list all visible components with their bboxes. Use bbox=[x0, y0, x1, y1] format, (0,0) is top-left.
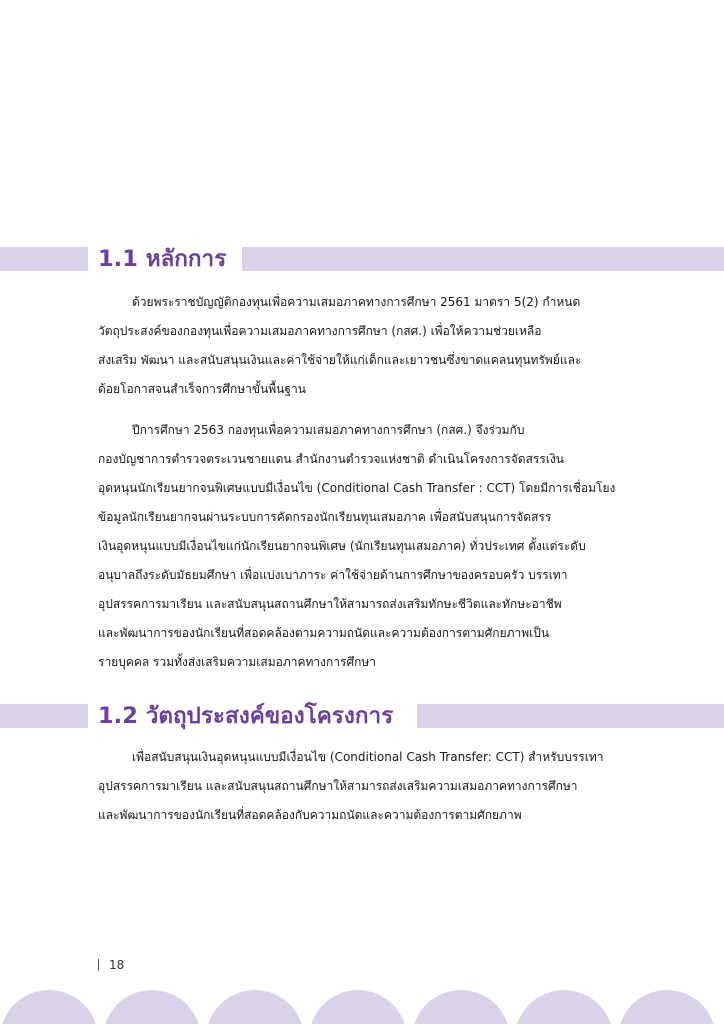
section-1-paragraph-2 bbox=[98, 416, 630, 677]
decorative-circle-row bbox=[0, 990, 724, 1024]
decorative-circle bbox=[618, 990, 716, 1024]
paragraph-line: อุปสรรคการมาเรียน และสนับสนุนสถานศึกษาให้สามารถส่งเสริมความเสมอภาคทางการศึกษา bbox=[98, 779, 578, 793]
paragraph-line: ด้อยโอกาสจนสำเร็จการศึกษาขั้นพื้นฐาน bbox=[98, 382, 306, 396]
paragraph-line: ด้วยพระราชบัญญัติกองทุนเพื่อความเสมอภาคทางการศึกษา 2561 มาตรา 5(2) กำหนด bbox=[132, 295, 581, 309]
paragraph-line: อุดหนุนนักเรียนยากจนพิเศษแบบมีเงื่อนไข (Conditional Cash Transfer : CCT) โดยมีการเชื่อมโยง bbox=[98, 481, 616, 495]
section-2-heading: 1.2 วัตถุประสงค์ของโครงการ bbox=[98, 703, 394, 729]
decorative-circle bbox=[0, 990, 98, 1024]
paragraph-line: วัตถุประสงค์ของกองทุนเพื่อความเสมอภาคทางการศึกษา (กสศ.) เพื่อให้ความช่วยเหลือ bbox=[98, 324, 542, 338]
paragraph-line: รายบุคคล รวมทั้งส่งเสริมความเสมอภาคทางการศึกษา bbox=[98, 655, 377, 669]
decorative-circle bbox=[515, 990, 613, 1024]
paragraph-line: อุปสรรคการมาเรียน และสนับสนุนสถานศึกษาให้สามารถส่งเสริมทักษะชีวิตและทักษะอาชีพ bbox=[98, 597, 562, 611]
paragraph-line: ส่งเสริม พัฒนา และสนับสนุนเงินและค่าใช้จ่ายให้แก่เด็กและเยาวชนซึ่งขาดแคลนทุนทรัพย์และ bbox=[98, 353, 582, 367]
paragraph-line: ข้อมูลนักเรียนยากจนผ่านระบบการคัดกรองนักเรียนทุนเสมอภาค เพื่อสนับสนุนการจัดสรร bbox=[98, 510, 552, 524]
paragraph-line: กองบัญชาการตำรวจตระเวนชายแดน สำนักงานตำรวจแห่งชาติ ดำเนินโครงการจัดสรรเงิน bbox=[98, 452, 564, 466]
paragraph-line: เพื่อสนับสนุนเงินอุดหนุนแบบมีเงื่อนไข (Conditional Cash Transfer: CCT) สำหรับบรรเทา bbox=[132, 750, 604, 764]
paragraph-line: และพัฒนาการของนักเรียนที่สอดคล้องกับความถนัดและความต้องการตามศักยภาพ bbox=[98, 808, 522, 822]
decorative-circle bbox=[412, 990, 510, 1024]
decorative-circle bbox=[206, 990, 304, 1024]
page-number-text: 18 bbox=[109, 958, 125, 972]
section-1-paragraph-1 bbox=[98, 288, 630, 404]
section-2-paragraph-1 bbox=[98, 743, 630, 830]
decorative-circle bbox=[309, 990, 407, 1024]
paragraph-line: และพัฒนาการของนักเรียนที่สอดคล้องตามความถนัดและความต้องการตามศักยภาพเป็น bbox=[98, 626, 550, 640]
decorative-circle bbox=[103, 990, 201, 1024]
section-1-heading: 1.1 หลักการ bbox=[98, 246, 227, 272]
page-number bbox=[98, 958, 124, 972]
page-number-divider bbox=[98, 959, 99, 971]
paragraph-line: ปีการศึกษา 2563 กองทุนเพื่อความเสมอภาคทางการศึกษา (กสศ.) จึงร่วมกับ bbox=[132, 423, 525, 437]
paragraph-line: เงินอุดหนุนแบบมีเงื่อนไขแก่นักเรียนยากจนพิเศษ (นักเรียนทุนเสมอภาค) ทั่วประเทศ ตั้งแต่ระดับ bbox=[98, 539, 586, 553]
paragraph-line: อนุบาลถึงระดับมัธยมศึกษา เพื่อแบ่งเบาภาระ ค่าใช้จ่ายด้านการศึกษาของครอบครัว บรรเทา bbox=[98, 568, 568, 582]
